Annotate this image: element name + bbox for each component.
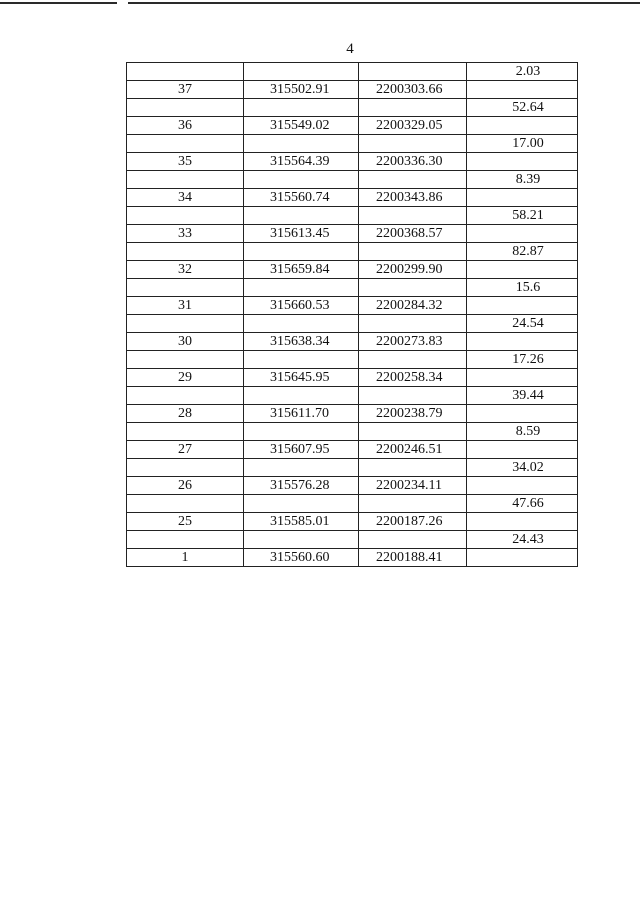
segment-length-cell [467, 153, 578, 171]
y-coordinate-cell: 2200303.66 [359, 81, 467, 99]
point-number-cell [127, 495, 244, 513]
table-row [127, 495, 578, 513]
table-row [127, 135, 578, 153]
table-row [127, 171, 578, 189]
segment-length-cell: 58.21 [467, 207, 578, 225]
point-number-cell [127, 315, 244, 333]
point-number-cell [127, 279, 244, 297]
point-number-cell [127, 351, 244, 369]
table-row [127, 549, 578, 567]
x-coordinate-cell: 315560.60 [244, 549, 359, 567]
table-row [127, 315, 578, 333]
point-number-cell [127, 135, 244, 153]
point-number-cell [127, 531, 244, 549]
y-coordinate-cell: 2200329.05 [359, 117, 467, 135]
table-row [127, 189, 578, 207]
x-coordinate-cell [244, 99, 359, 117]
page-number: 4 [346, 41, 354, 57]
point-number-cell: 35 [127, 153, 244, 171]
y-coordinate-cell [359, 63, 467, 81]
x-coordinate-cell [244, 135, 359, 153]
point-number-cell: 37 [127, 81, 244, 99]
x-coordinate-cell: 315576.28 [244, 477, 359, 495]
segment-length-cell: 39.44 [467, 387, 578, 405]
table-row [127, 351, 578, 369]
point-number-cell: 25 [127, 513, 244, 531]
table-row [127, 117, 578, 135]
y-coordinate-cell [359, 495, 467, 513]
x-coordinate-cell: 315549.02 [244, 117, 359, 135]
table-row [127, 387, 578, 405]
y-coordinate-cell [359, 423, 467, 441]
segment-length-cell: 34.02 [467, 459, 578, 477]
point-number-cell: 27 [127, 441, 244, 459]
x-coordinate-cell [244, 279, 359, 297]
x-coordinate-cell [244, 243, 359, 261]
segment-length-cell [467, 81, 578, 99]
segment-length-cell [467, 297, 578, 315]
segment-length-cell [467, 441, 578, 459]
point-number-cell [127, 423, 244, 441]
point-number-cell [127, 99, 244, 117]
x-coordinate-cell [244, 171, 359, 189]
table-row [127, 261, 578, 279]
y-coordinate-cell: 2200368.57 [359, 225, 467, 243]
y-coordinate-cell: 2200273.83 [359, 333, 467, 351]
y-coordinate-cell: 2200343.86 [359, 189, 467, 207]
point-number-cell: 33 [127, 225, 244, 243]
segment-length-cell [467, 117, 578, 135]
table-row [127, 153, 578, 171]
y-coordinate-cell [359, 171, 467, 189]
point-number-cell [127, 171, 244, 189]
top-rule-left [0, 2, 117, 4]
point-number-cell: 26 [127, 477, 244, 495]
y-coordinate-cell: 2200187.26 [359, 513, 467, 531]
table-row [127, 279, 578, 297]
segment-length-cell: 15.6 [467, 279, 578, 297]
y-coordinate-cell: 2200234.11 [359, 477, 467, 495]
table-row [127, 243, 578, 261]
x-coordinate-cell: 315613.45 [244, 225, 359, 243]
segment-length-cell: 17.00 [467, 135, 578, 153]
segment-length-cell: 47.66 [467, 495, 578, 513]
segment-length-cell [467, 405, 578, 423]
y-coordinate-cell: 2200238.79 [359, 405, 467, 423]
point-number-cell: 36 [127, 117, 244, 135]
segment-length-cell: 17.26 [467, 351, 578, 369]
segment-length-cell: 82.87 [467, 243, 578, 261]
x-coordinate-cell [244, 423, 359, 441]
y-coordinate-cell: 2200188.41 [359, 549, 467, 567]
coordinates-table-body [127, 63, 578, 567]
segment-length-cell [467, 225, 578, 243]
point-number-cell [127, 459, 244, 477]
table-row [127, 333, 578, 351]
segment-length-cell: 2.03 [467, 63, 578, 81]
y-coordinate-cell [359, 279, 467, 297]
y-coordinate-cell [359, 135, 467, 153]
x-coordinate-cell: 315645.95 [244, 369, 359, 387]
x-coordinate-cell [244, 459, 359, 477]
segment-length-cell [467, 189, 578, 207]
table-row [127, 63, 578, 81]
x-coordinate-cell [244, 495, 359, 513]
y-coordinate-cell [359, 207, 467, 225]
table-row [127, 207, 578, 225]
point-number-cell [127, 387, 244, 405]
x-coordinate-cell [244, 387, 359, 405]
y-coordinate-cell: 2200258.34 [359, 369, 467, 387]
segment-length-cell: 52.64 [467, 99, 578, 117]
y-coordinate-cell [359, 387, 467, 405]
table-row [127, 369, 578, 387]
y-coordinate-cell [359, 99, 467, 117]
x-coordinate-cell [244, 207, 359, 225]
x-coordinate-cell: 315502.91 [244, 81, 359, 99]
y-coordinate-cell: 2200299.90 [359, 261, 467, 279]
point-number-cell [127, 243, 244, 261]
y-coordinate-cell: 2200336.30 [359, 153, 467, 171]
x-coordinate-cell: 315564.39 [244, 153, 359, 171]
y-coordinate-cell: 2200246.51 [359, 441, 467, 459]
point-number-cell: 29 [127, 369, 244, 387]
table-row [127, 477, 578, 495]
top-rule-right [128, 2, 640, 4]
x-coordinate-cell: 315585.01 [244, 513, 359, 531]
table-row [127, 297, 578, 315]
table-row [127, 459, 578, 477]
y-coordinate-cell [359, 459, 467, 477]
point-number-cell [127, 63, 244, 81]
point-number-cell [127, 207, 244, 225]
point-number-cell: 1 [127, 549, 244, 567]
segment-length-cell [467, 369, 578, 387]
segment-length-cell [467, 513, 578, 531]
x-coordinate-cell: 315611.70 [244, 405, 359, 423]
coordinates-table [126, 62, 578, 567]
segment-length-cell [467, 549, 578, 567]
point-number-cell: 30 [127, 333, 244, 351]
table-row [127, 81, 578, 99]
table-row [127, 441, 578, 459]
table-row [127, 531, 578, 549]
y-coordinate-cell: 2200284.32 [359, 297, 467, 315]
x-coordinate-cell [244, 315, 359, 333]
x-coordinate-cell [244, 351, 359, 369]
segment-length-cell [467, 261, 578, 279]
x-coordinate-cell [244, 531, 359, 549]
segment-length-cell: 24.43 [467, 531, 578, 549]
segment-length-cell: 8.59 [467, 423, 578, 441]
table-row [127, 99, 578, 117]
x-coordinate-cell: 315660.53 [244, 297, 359, 315]
segment-length-cell: 24.54 [467, 315, 578, 333]
x-coordinate-cell: 315638.34 [244, 333, 359, 351]
segment-length-cell: 8.39 [467, 171, 578, 189]
table-row [127, 405, 578, 423]
segment-length-cell [467, 333, 578, 351]
point-number-cell: 28 [127, 405, 244, 423]
point-number-cell: 31 [127, 297, 244, 315]
x-coordinate-cell: 315560.74 [244, 189, 359, 207]
y-coordinate-cell [359, 351, 467, 369]
y-coordinate-cell [359, 315, 467, 333]
x-coordinate-cell: 315659.84 [244, 261, 359, 279]
segment-length-cell [467, 477, 578, 495]
point-number-cell: 32 [127, 261, 244, 279]
y-coordinate-cell [359, 243, 467, 261]
table-row [127, 423, 578, 441]
x-coordinate-cell [244, 63, 359, 81]
table-row [127, 225, 578, 243]
point-number-cell: 34 [127, 189, 244, 207]
table-row [127, 513, 578, 531]
y-coordinate-cell [359, 531, 467, 549]
x-coordinate-cell: 315607.95 [244, 441, 359, 459]
